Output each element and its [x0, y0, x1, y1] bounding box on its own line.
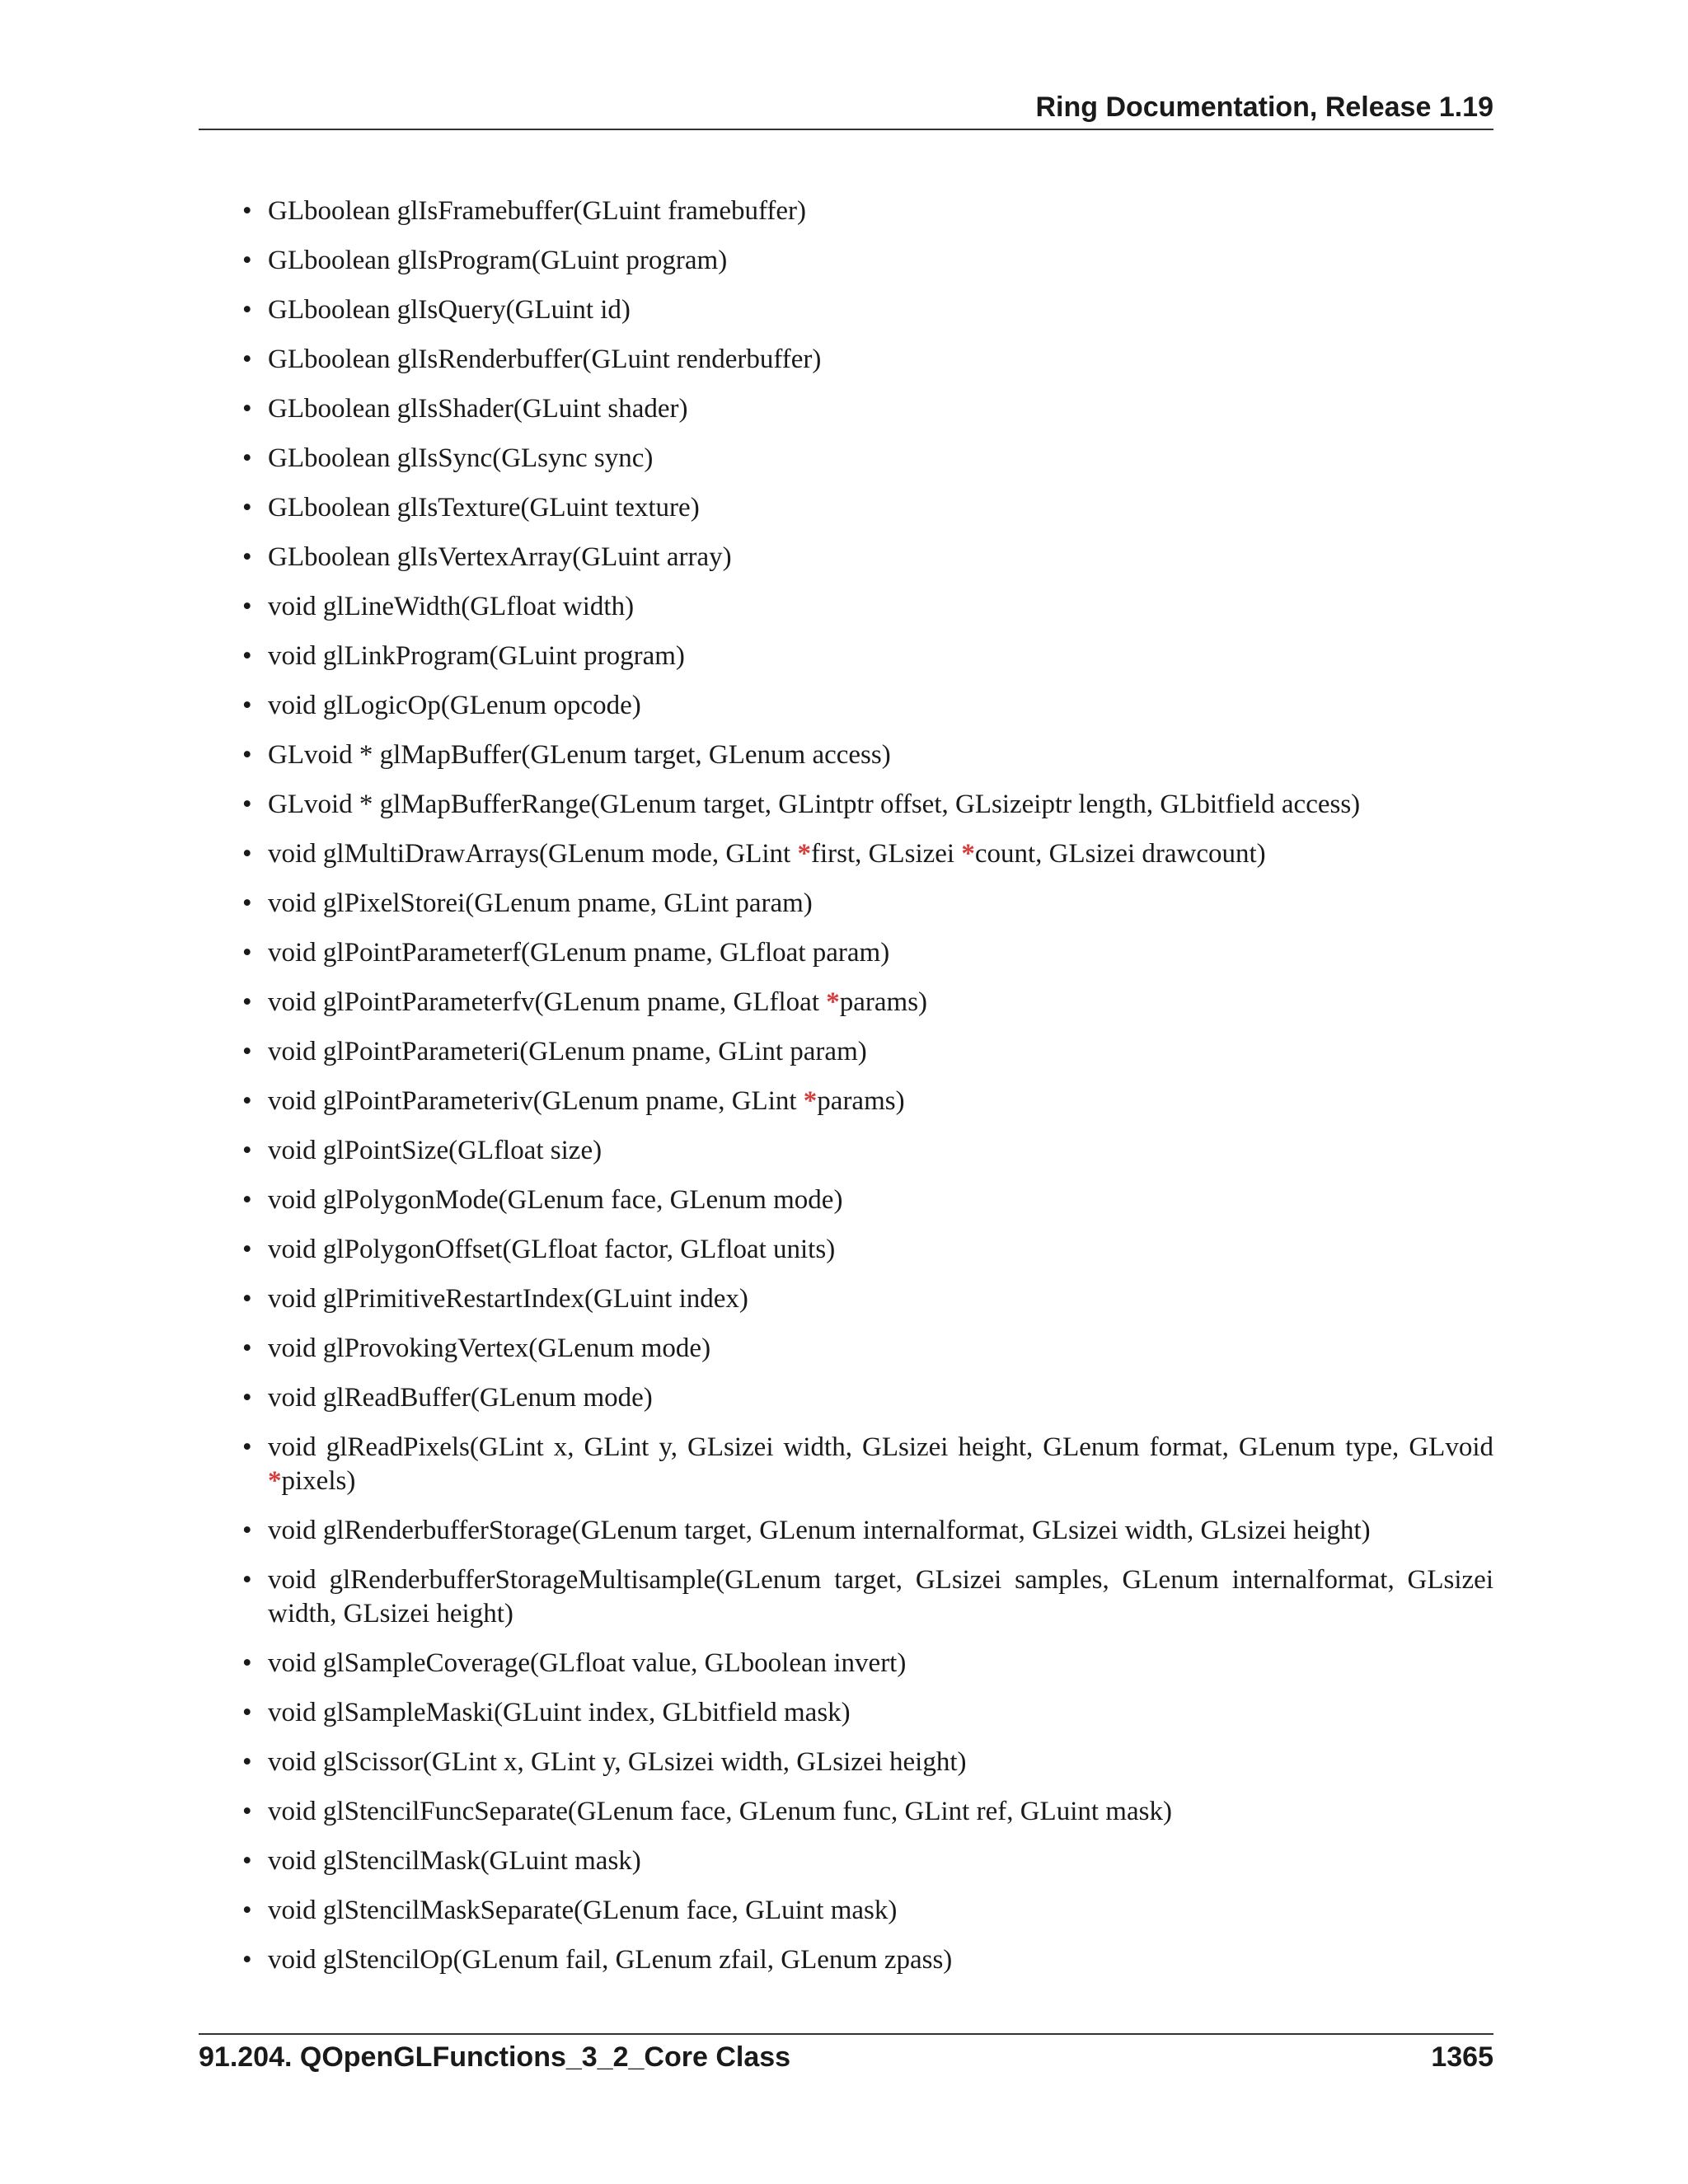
signature-text: void glLogicOp(GLenum opcode)	[268, 691, 641, 720]
signature-text: void glPrimitiveRestartIndex(GLuint index)	[268, 1284, 748, 1314]
signature-text: void glReadBuffer(GLenum mode)	[268, 1383, 653, 1413]
bullet-icon: •	[242, 1383, 252, 1413]
list-item	[199, 541, 1493, 574]
list-item	[199, 1943, 1493, 1977]
signature-text: void glPolygonOffset(GLfloat factor, GLfloat units)	[268, 1235, 836, 1264]
signature-text: void glReadPixels(GLint x, GLint y, GLsizei width, GLsizei height, GLenum format, GLenum type, GLvoid	[268, 1432, 1493, 1462]
signature-text: void glRenderbufferStorage(GLenum target, GLenum internalformat, GLsizei width, GLsizei height)	[268, 1516, 1371, 1545]
list-item	[199, 1282, 1493, 1316]
list-item	[199, 590, 1493, 624]
list-item	[199, 1085, 1493, 1118]
signature-text: void glMultiDrawArrays(GLenum mode, GLint	[268, 839, 798, 869]
bullet-icon: •	[242, 443, 252, 473]
list-item	[199, 1233, 1493, 1267]
bullet-icon: •	[242, 344, 252, 374]
running-footer	[199, 2037, 1493, 2079]
bullet-icon: •	[242, 196, 252, 226]
bullet-icon: •	[242, 1648, 252, 1678]
list-item	[199, 936, 1493, 970]
list-item	[199, 1332, 1493, 1366]
signature-text: first, GLsizei	[810, 839, 962, 869]
page-number: 1365	[1431, 2041, 1493, 2073]
bullet-icon: •	[242, 691, 252, 720]
bullet-icon: •	[242, 987, 252, 1017]
list-item	[199, 293, 1493, 327]
footer-divider	[199, 2033, 1493, 2035]
signature-text: void glStencilMask(GLuint mask)	[268, 1846, 641, 1876]
list-item	[199, 738, 1493, 772]
list-item	[199, 1183, 1493, 1217]
signature-text: GLboolean glIsProgram(GLuint program)	[268, 246, 728, 275]
signature-text: GLboolean glIsSync(GLsync sync)	[268, 443, 654, 473]
list-item	[199, 343, 1493, 377]
bullet-icon: •	[242, 1136, 252, 1165]
document-title: Ring Documentation, Release 1.19	[1035, 91, 1493, 123]
list-item	[199, 194, 1493, 228]
list-item	[199, 689, 1493, 723]
list-item	[199, 1795, 1493, 1829]
bullet-icon: •	[242, 1086, 252, 1116]
list-item	[199, 1035, 1493, 1069]
signature-text: GLboolean glIsVertexArray(GLuint array)	[268, 542, 732, 572]
list-item	[199, 1746, 1493, 1779]
bullet-icon: •	[242, 839, 252, 869]
signature-text: void glSampleMaski(GLuint index, GLbitfield mask)	[268, 1698, 851, 1727]
bullet-icon: •	[242, 1896, 252, 1925]
list-item	[199, 244, 1493, 278]
pointer-star: *	[803, 1086, 818, 1116]
bullet-icon: •	[242, 1185, 252, 1215]
signature-text: void glPolygonMode(GLenum face, GLenum mode)	[268, 1185, 843, 1215]
signature-text: void glPointParameteriv(GLenum pname, GLint	[268, 1086, 804, 1116]
pointer-star: *	[268, 1466, 282, 1496]
list-item	[199, 442, 1493, 476]
signature-text: void glProvokingVertex(GLenum mode)	[268, 1333, 711, 1363]
bullet-icon: •	[242, 1797, 252, 1826]
signature-text: void glStencilMaskSeparate(GLenum face, GLuint mask)	[268, 1896, 898, 1925]
signature-text: void glPointParameterf(GLenum pname, GLfloat param)	[268, 938, 890, 968]
list-item	[199, 788, 1493, 822]
bullet-icon: •	[242, 1516, 252, 1545]
bullet-icon: •	[242, 790, 252, 819]
list-item	[199, 1894, 1493, 1928]
bullet-icon: •	[242, 246, 252, 275]
signature-text: GLboolean glIsQuery(GLuint id)	[268, 295, 631, 325]
signature-text: GLboolean glIsShader(GLuint shader)	[268, 394, 688, 424]
list-item	[199, 986, 1493, 1019]
bullet-icon: •	[242, 938, 252, 968]
signature-text: void glSampleCoverage(GLfloat value, GLboolean invert)	[268, 1648, 907, 1678]
list-item	[199, 887, 1493, 921]
signature-text: void glStencilFuncSeparate(GLenum face, GLenum func, GLint ref, GLuint mask)	[268, 1797, 1172, 1826]
bullet-icon: •	[242, 1333, 252, 1363]
bullet-icon: •	[242, 740, 252, 770]
pointer-star: *	[961, 839, 975, 869]
list-item	[199, 1134, 1493, 1168]
signature-text: GLboolean glIsTexture(GLuint texture)	[268, 493, 700, 523]
bullet-icon: •	[242, 888, 252, 918]
list-item	[199, 837, 1493, 871]
bullet-icon: •	[242, 592, 252, 621]
bullet-icon: •	[242, 641, 252, 671]
section-title: 91.204. QOpenGLFunctions_3_2_Core Class	[199, 2041, 791, 2073]
running-header	[199, 89, 1493, 130]
signature-text: void glLinkProgram(GLuint program)	[268, 641, 685, 671]
signature-text: params)	[817, 1086, 905, 1116]
pointer-star: *	[797, 839, 811, 869]
signature-text: void glPixelStorei(GLenum pname, GLint param)	[268, 888, 813, 918]
signature-text: void glScissor(GLint x, GLint y, GLsizei width, GLsizei height)	[268, 1747, 967, 1777]
list-item	[199, 1431, 1493, 1498]
signature-text: GLvoid * glMapBuffer(GLenum target, GLenum access)	[268, 740, 891, 770]
list-item	[199, 392, 1493, 426]
bullet-icon: •	[242, 1284, 252, 1314]
signature-text: params)	[839, 987, 928, 1017]
signature-text: GLvoid * glMapBufferRange(GLenum target, GLintptr offset, GLsizeiptr length, GLbitfield access)	[268, 790, 1361, 819]
list-item	[199, 1514, 1493, 1548]
bullet-icon: •	[242, 1846, 252, 1876]
signature-text: GLboolean glIsFramebuffer(GLuint framebuffer)	[268, 196, 807, 226]
bullet-icon: •	[242, 1747, 252, 1777]
list-item	[199, 1696, 1493, 1730]
function-list	[199, 194, 1493, 1993]
list-item	[199, 1563, 1493, 1631]
bullet-icon: •	[242, 1698, 252, 1727]
list-item	[199, 1844, 1493, 1878]
list-item	[199, 1647, 1493, 1680]
signature-text: void glPointSize(GLfloat size)	[268, 1136, 603, 1165]
bullet-icon: •	[242, 542, 252, 572]
bullet-icon: •	[242, 1235, 252, 1264]
list-item	[199, 491, 1493, 525]
signature-text: count, GLsizei drawcount)	[974, 839, 1266, 869]
signature-text: void glRenderbufferStorageMultisample(GLenum target, GLsizei samples, GLenum internalformat, GLsizei width, GLsizei height)	[268, 1565, 1493, 1629]
signature-text: void glPointParameterfv(GLenum pname, GLfloat	[268, 987, 827, 1017]
signature-text: void glStencilOp(GLenum fail, GLenum zfail, GLenum zpass)	[268, 1945, 953, 1975]
pointer-star: *	[826, 987, 840, 1017]
signature-text: void glLineWidth(GLfloat width)	[268, 592, 635, 621]
bullet-icon: •	[242, 493, 252, 523]
bullet-icon: •	[242, 394, 252, 424]
list-item	[199, 1381, 1493, 1415]
bullet-icon: •	[242, 295, 252, 325]
signature-text: pixels)	[281, 1466, 356, 1496]
bullet-icon: •	[242, 1037, 252, 1066]
signature-text: GLboolean glIsRenderbuffer(GLuint renderbuffer)	[268, 344, 822, 374]
bullet-icon: •	[242, 1432, 252, 1462]
bullet-icon: •	[242, 1945, 252, 1975]
bullet-icon: •	[242, 1565, 252, 1595]
list-item	[199, 640, 1493, 673]
signature-text: void glPointParameteri(GLenum pname, GLint param)	[268, 1037, 867, 1066]
